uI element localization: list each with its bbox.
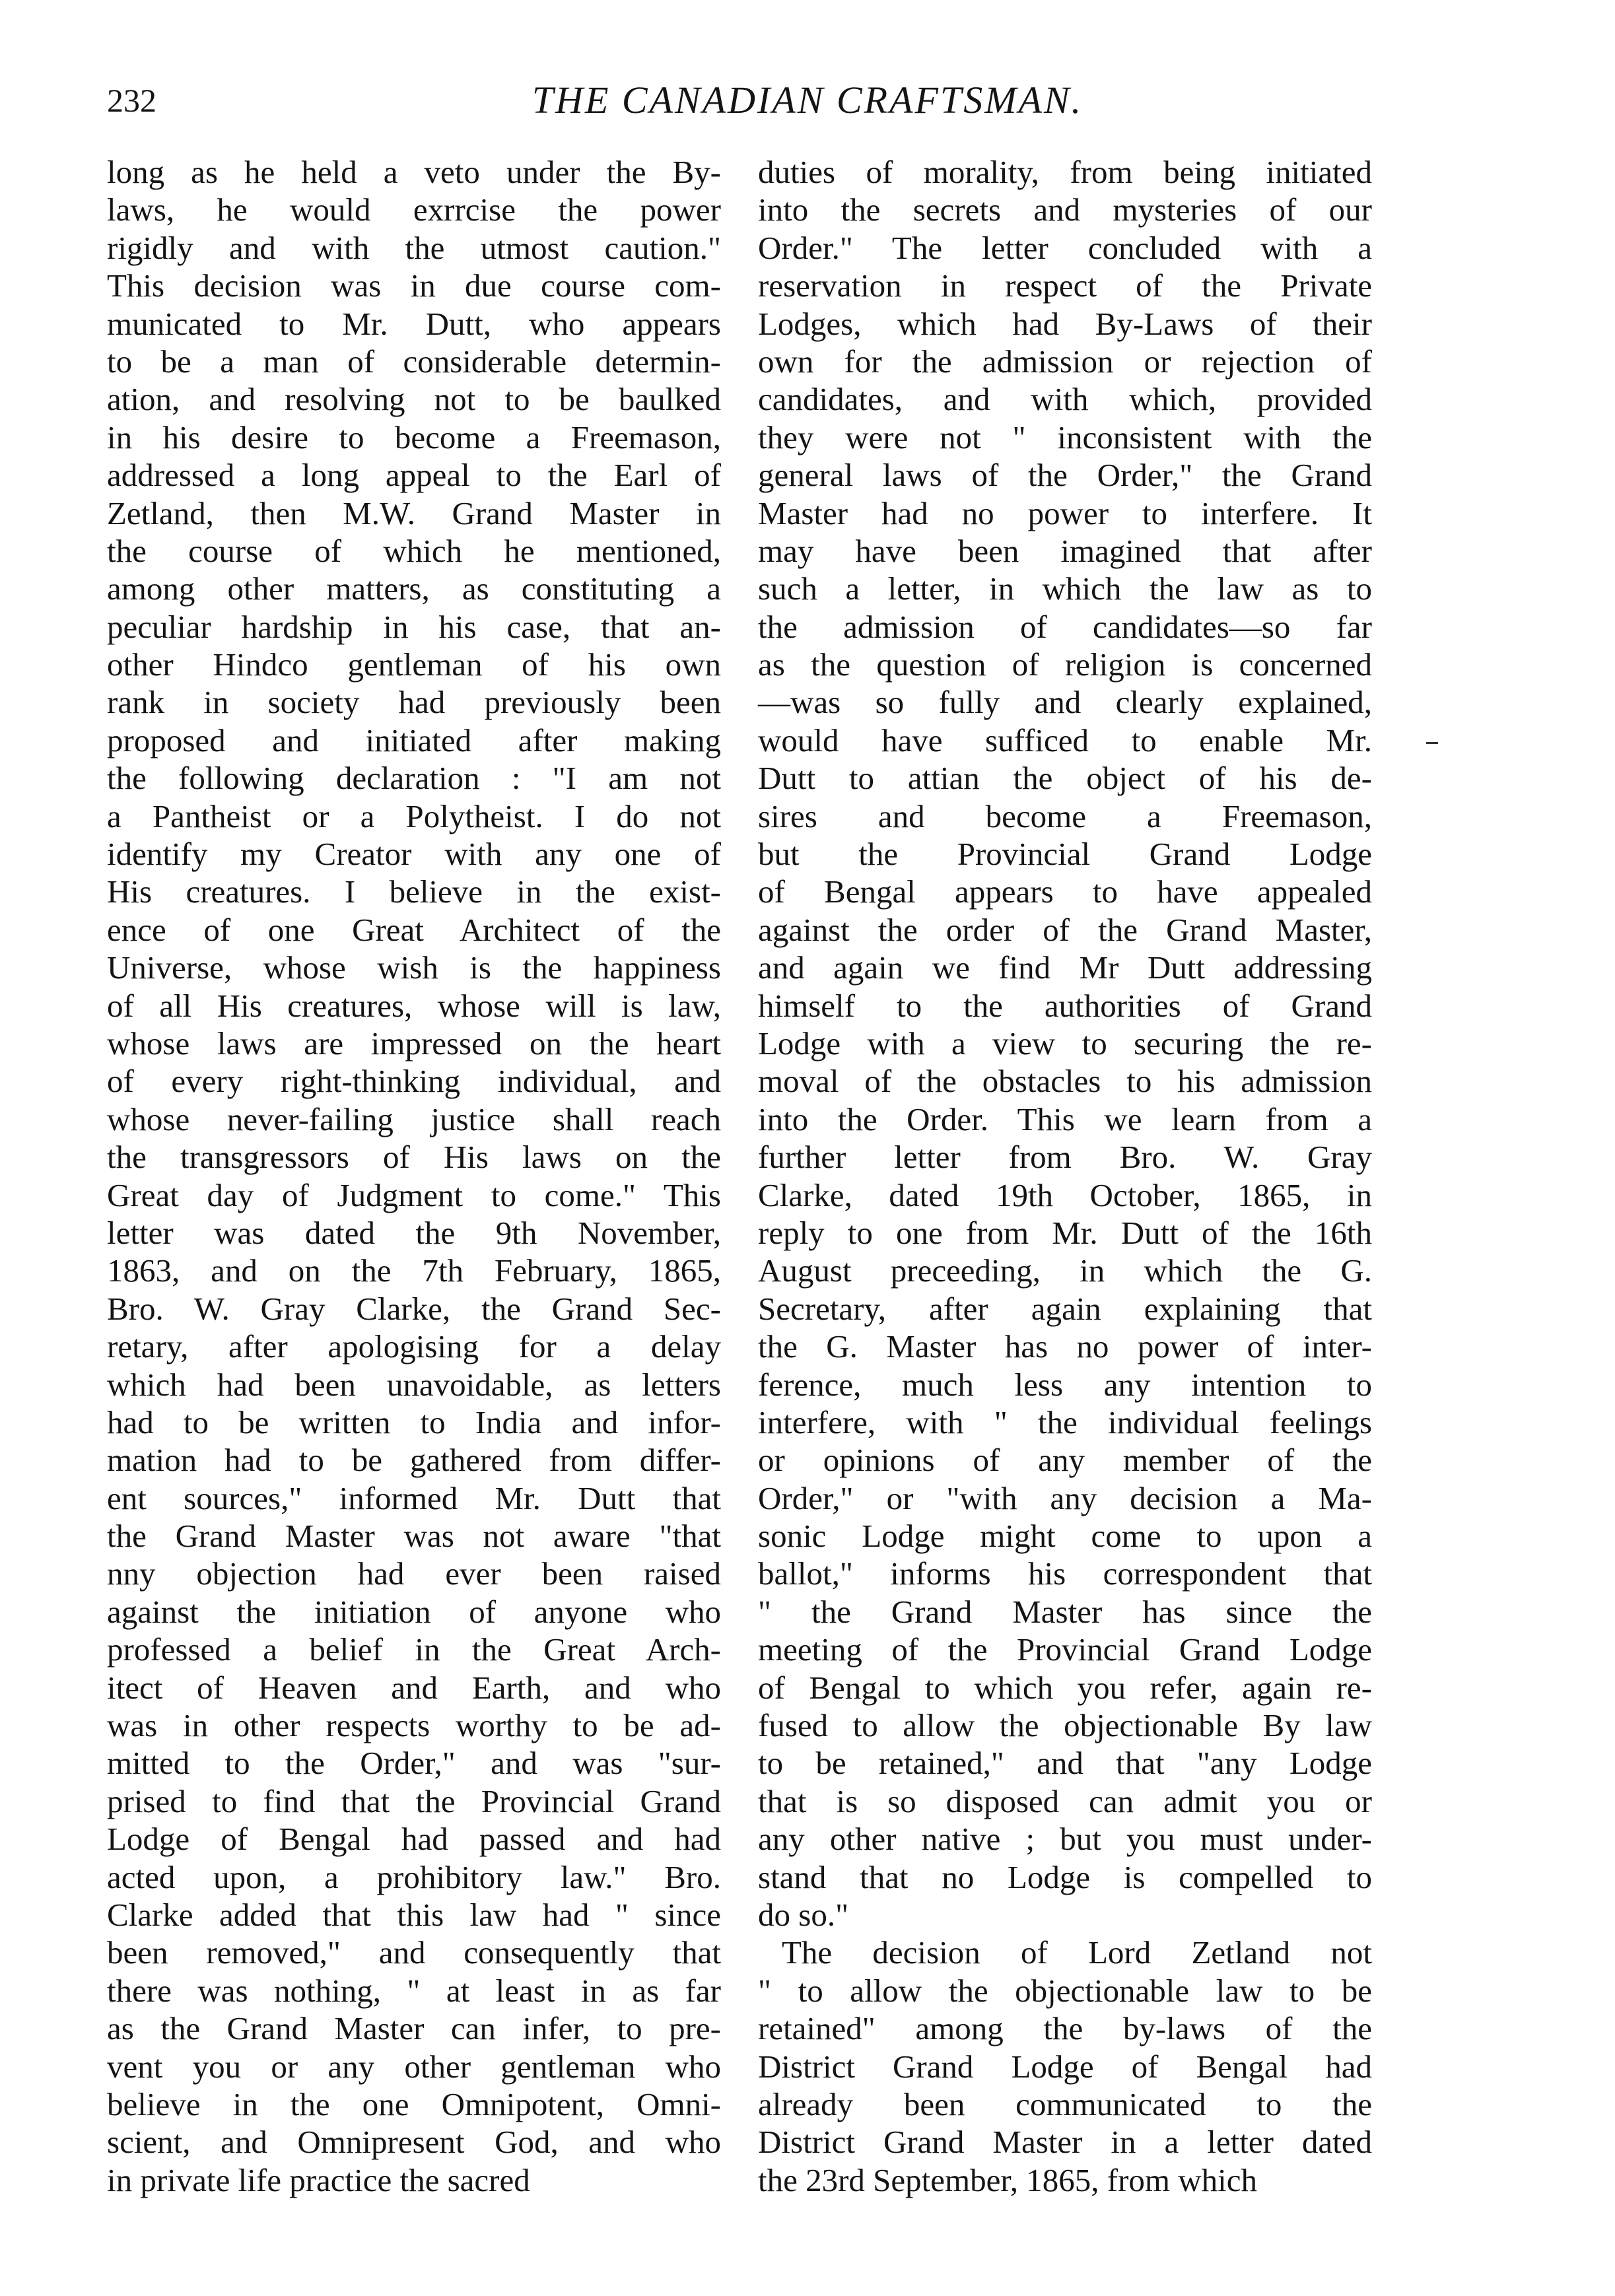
text-line: long as he held a veto under the By- xyxy=(107,154,721,190)
text-line: of Bengal to which you refer, again re- xyxy=(758,1669,1372,1706)
text-line: Universe, whose wish is the happiness xyxy=(107,949,721,986)
text-line: ence of one Great Architect of the xyxy=(107,911,721,948)
text-line: Lodges, which had By-Laws of their xyxy=(758,305,1372,342)
text-line: any other native ; but you must under- xyxy=(758,1821,1372,1858)
text-line: as the Grand Master can infer, to pre- xyxy=(107,2010,721,2047)
text-line: the transgressors of His laws on the xyxy=(107,1139,721,1176)
text-line: other Hindco gentleman of his own xyxy=(107,646,721,683)
running-title: THE CANADIAN CRAFTSMAN. xyxy=(532,79,1083,121)
text-line: acted upon, a prohibitory law." Bro. xyxy=(107,1858,721,1895)
text-line: to be retained," and that "any Lodge xyxy=(758,1745,1372,1782)
text-line: already been communicated to the xyxy=(758,2085,1372,2122)
text-line: believe in the one Omnipotent, Omni- xyxy=(107,2085,721,2122)
text-line: the course of which he mentioned, xyxy=(107,532,721,569)
text-line: further letter from Bro. W. Gray xyxy=(758,1139,1372,1176)
text-line: Master had no power to interfere. It xyxy=(758,494,1372,531)
text-line: but the Provincial Grand Lodge xyxy=(758,836,1372,873)
text-line: of all His creatures, whose will is law, xyxy=(107,987,721,1024)
text-line: prised to find that the Provincial Grand xyxy=(107,1782,721,1819)
text-line: Order," or "with any decision a Ma- xyxy=(758,1479,1372,1516)
text-line: Clarke added that this law had " since xyxy=(107,1896,721,1933)
text-line: sires and become a Freemason, xyxy=(758,797,1372,834)
text-line: reservation in respect of the Private xyxy=(758,267,1372,304)
text-line: which had been unavoidable, as letters xyxy=(107,1366,721,1403)
text-line: into the Order. This we learn from a xyxy=(758,1100,1372,1137)
text-line: ference, much less any intention to xyxy=(758,1366,1372,1403)
text-line: himself to the authorities of Grand xyxy=(758,987,1372,1024)
text-line: the G. Master has no power of inter- xyxy=(758,1328,1372,1365)
text-line: into the secrets and mysteries of our xyxy=(758,191,1372,228)
text-line: do so." xyxy=(758,1896,849,1933)
text-line: —was so fully and clearly explained, xyxy=(758,684,1372,721)
text-line: they were not " inconsistent with the xyxy=(758,419,1372,456)
text-line: The decision of Lord Zetland not xyxy=(782,1934,1372,1971)
text-line: there was nothing, " at least in as far xyxy=(107,1972,721,2009)
text-line: among other matters, as constituting a xyxy=(107,570,721,607)
text-line: general laws of the Order," the Grand xyxy=(758,457,1372,494)
text-line: His creatures. I believe in the exist- xyxy=(107,873,721,910)
page-header xyxy=(0,74,1615,127)
text-line: peculiar hardship in his case, that an- xyxy=(107,608,721,645)
text-line: Clarke, dated 19th October, 1865, in xyxy=(758,1176,1372,1213)
text-line: District Grand Master in a letter dated xyxy=(758,2124,1372,2161)
text-line: stand that no Lodge is compelled to xyxy=(758,1858,1372,1895)
text-line: retary, after apologising for a delay xyxy=(107,1328,721,1365)
text-line: ent sources," informed Mr. Dutt that xyxy=(107,1479,721,1516)
text-line: mitted to the Order," and was "sur- xyxy=(107,1745,721,1782)
text-line: in his desire to become a Freemason, xyxy=(107,419,721,456)
text-line: " the Grand Master has since the xyxy=(758,1593,1372,1630)
text-line: against the initiation of anyone who xyxy=(107,1593,721,1630)
text-line: to be a man of considerable determin- xyxy=(107,343,721,380)
text-line: sonic Lodge might come to upon a xyxy=(758,1518,1372,1555)
text-line: such a letter, in which the law as to xyxy=(758,570,1372,607)
text-line: Lodge of Bengal had passed and had xyxy=(107,1821,721,1858)
text-line: as the question of religion is concerned xyxy=(758,646,1372,683)
text-line: reply to one from Mr. Dutt of the 16th xyxy=(758,1214,1372,1251)
text-line: Zetland, then M.W. Grand Master in xyxy=(107,494,721,531)
text-line: Lodge with a view to securing the re- xyxy=(758,1025,1372,1062)
page-number: 232 xyxy=(107,82,156,119)
text-line: " to allow the objectionable law to be xyxy=(758,1972,1372,2009)
text-line: whose never-failing justice shall reach xyxy=(107,1100,721,1137)
text-line: a Pantheist or a Polytheist. I do not xyxy=(107,797,721,834)
text-line: proposed and initiated after making xyxy=(107,722,721,759)
text-line: and again we find Mr Dutt addressing xyxy=(758,949,1372,986)
text-line: This decision was in due course com- xyxy=(107,267,721,304)
text-line: of every right-thinking individual, and xyxy=(107,1063,721,1100)
text-line: District Grand Lodge of Bengal had xyxy=(758,2048,1372,2085)
text-line: Bro. W. Gray Clarke, the Grand Sec- xyxy=(107,1290,721,1327)
text-line: the following declaration : "I am not xyxy=(107,760,721,797)
text-line: identify my Creator with any one of xyxy=(107,836,721,873)
text-line: mation had to be gathered from differ- xyxy=(107,1442,721,1479)
text-line: moval of the obstacles to his admission xyxy=(758,1063,1372,1100)
text-line: nny objection had ever been raised xyxy=(107,1555,721,1592)
text-line: against the order of the Grand Master, xyxy=(758,911,1372,948)
text-line: duties of morality, from being initiated xyxy=(758,154,1372,190)
text-line: municated to Mr. Dutt, who appears xyxy=(107,305,721,342)
margin-mark xyxy=(1426,742,1438,744)
text-line: Dutt to attian the object of his de- xyxy=(758,760,1372,797)
text-line: own for the admission or rejection of xyxy=(758,343,1372,380)
text-line: August preceeding, in which the G. xyxy=(758,1252,1372,1289)
text-line: ballot," informs his correspondent that xyxy=(758,1555,1372,1592)
text-line: the admission of candidates—so far xyxy=(758,608,1372,645)
text-line: was in other respects worthy to be ad- xyxy=(107,1707,721,1744)
text-line: rank in society had previously been xyxy=(107,684,721,721)
text-line: Great day of Judgment to come." This xyxy=(107,1176,721,1213)
text-line: professed a belief in the Great Arch- xyxy=(107,1631,721,1668)
text-column-right xyxy=(758,153,1372,2199)
text-line: the Grand Master was not aware "that xyxy=(107,1518,721,1555)
text-line: laws, he would exrrcise the power xyxy=(107,191,721,228)
text-column-left xyxy=(107,153,721,2199)
text-line: rigidly and with the utmost caution." xyxy=(107,229,721,266)
text-line: in private life practice the sacred xyxy=(107,2161,530,2198)
text-line: Secretary, after again explaining that xyxy=(758,1290,1372,1327)
text-line: had to be written to India and infor- xyxy=(107,1403,721,1440)
text-line: ation, and resolving not to be baulked xyxy=(107,381,721,418)
text-line: meeting of the Provincial Grand Lodge xyxy=(758,1631,1372,1668)
text-line: that is so disposed can admit you or xyxy=(758,1782,1372,1819)
text-line: candidates, and with which, provided xyxy=(758,381,1372,418)
text-line: 1863, and on the 7th February, 1865, xyxy=(107,1252,721,1289)
text-line: may have been imagined that after xyxy=(758,532,1372,569)
text-line: vent you or any other gentleman who xyxy=(107,2048,721,2085)
text-line: scient, and Omnipresent God, and who xyxy=(107,2124,721,2161)
text-line: addressed a long appeal to the Earl of xyxy=(107,457,721,494)
text-line: letter was dated the 9th November, xyxy=(107,1214,721,1251)
text-line: of Bengal appears to have appealed xyxy=(758,873,1372,910)
text-line: been removed," and consequently that xyxy=(107,1934,721,1971)
text-line: fused to allow the objectionable By law xyxy=(758,1707,1372,1744)
text-line: interfere, with " the individual feelings xyxy=(758,1403,1372,1440)
text-line: retained" among the by-laws of the xyxy=(758,2010,1372,2047)
text-line: whose laws are impressed on the heart xyxy=(107,1025,721,1062)
text-line: the 23rd September, 1865, from which xyxy=(758,2161,1258,2198)
text-line: would have sufficed to enable Mr. xyxy=(758,722,1372,759)
text-line: Order." The letter concluded with a xyxy=(758,229,1372,266)
text-line: or opinions of any member of the xyxy=(758,1442,1372,1479)
text-line: itect of Heaven and Earth, and who xyxy=(107,1669,721,1706)
